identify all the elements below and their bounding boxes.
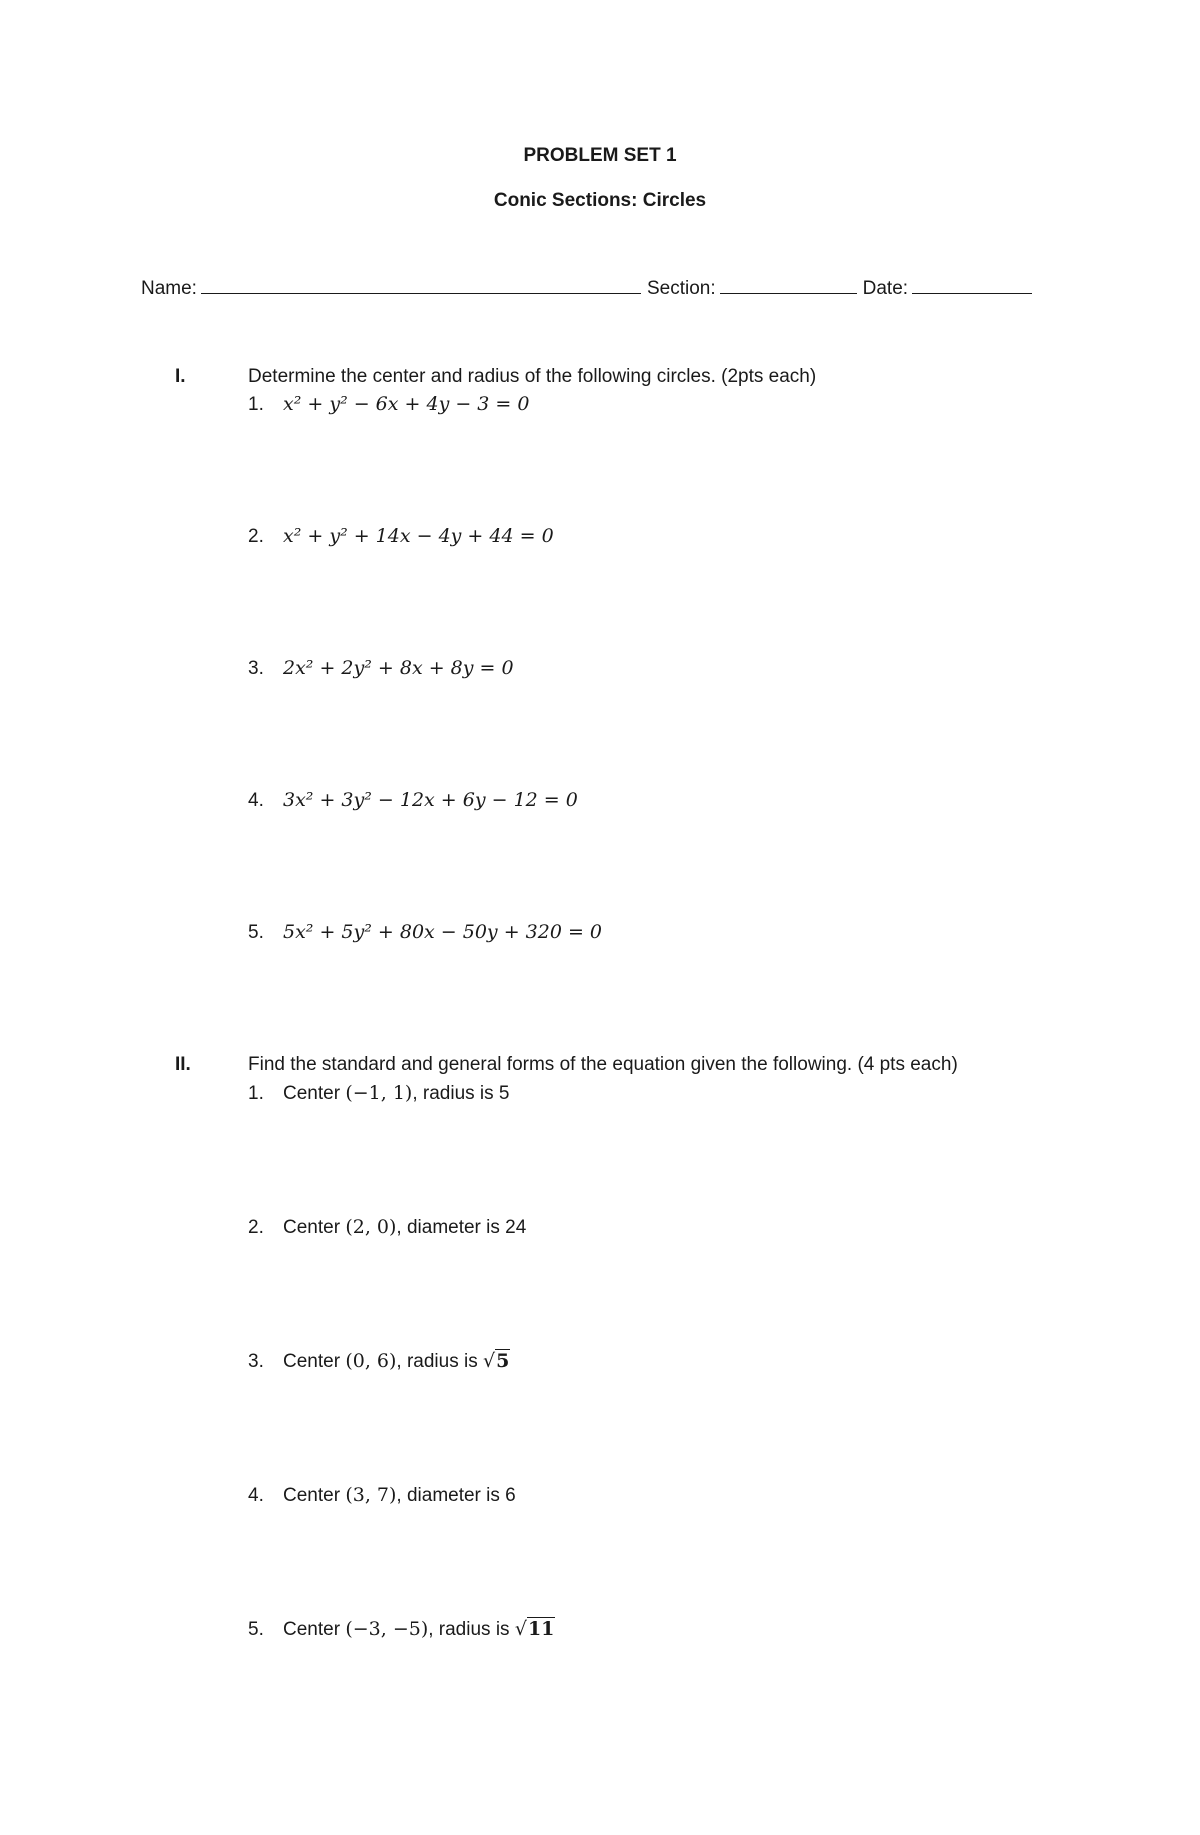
item-number: 4. [248, 1485, 264, 1506]
student-info-line [141, 275, 1038, 300]
item-suffix: , radius is [428, 1619, 515, 1640]
part1-instruction: Determine the center and radius of the following circles. (2pts each) [248, 366, 817, 387]
part1-item-3 [248, 657, 514, 680]
radicand: 11 [527, 1618, 555, 1640]
equation: 2x² + 2y² + 8x + 8y = 0 [283, 657, 514, 679]
radicand: 5 [496, 1350, 510, 1372]
center-point: (2, 0) [345, 1216, 397, 1238]
equation: x² + y² + 14x − 4y + 44 = 0 [283, 525, 554, 547]
equation: 5x² + 5y² + 80x − 50y + 320 = 0 [283, 921, 603, 943]
part2-item-2 [248, 1216, 526, 1239]
equation: 3x² + 3y² − 12x + 6y − 12 = 0 [283, 789, 578, 811]
item-number: 2. [248, 1217, 264, 1238]
center-point: (3, 7) [345, 1484, 397, 1506]
item-prefix: Center [283, 1351, 346, 1372]
square-root: √11 [514, 1618, 555, 1640]
name-blank[interactable] [201, 275, 641, 294]
item-number: 5. [248, 1619, 264, 1640]
item-number: 1. [248, 1083, 264, 1104]
item-suffix: , radius is [396, 1351, 483, 1372]
part1-item-1 [248, 393, 529, 416]
date-label: Date: [862, 278, 909, 299]
part1-item-4 [248, 789, 578, 812]
item-prefix: Center [283, 1619, 346, 1640]
date-blank[interactable] [912, 275, 1032, 294]
part1-item-5 [248, 921, 602, 944]
item-number: 3. [248, 658, 264, 679]
item-prefix: Center [283, 1485, 346, 1506]
section-label: Section: [646, 278, 716, 299]
item-number: 5. [248, 922, 264, 943]
part2-instruction: Find the standard and general forms of the equation given the following. (4 pts each) [248, 1054, 958, 1075]
item-suffix: , diameter is 6 [396, 1485, 516, 1506]
item-prefix: Center [283, 1083, 346, 1104]
square-root: √5 [483, 1350, 510, 1372]
center-point: (0, 6) [345, 1350, 397, 1372]
part2-item-1 [248, 1082, 509, 1105]
part2-item-5 [248, 1618, 555, 1641]
page-title: PROBLEM SET 1 [523, 145, 677, 166]
center-point: (−3, −5) [345, 1618, 429, 1640]
name-label: Name: [141, 278, 197, 299]
part1-numeral: I. [175, 366, 186, 387]
part2-numeral: II. [175, 1054, 191, 1075]
item-suffix: , diameter is 24 [396, 1217, 527, 1238]
part1-item-2 [248, 525, 554, 548]
item-prefix: Center [283, 1217, 346, 1238]
section-blank[interactable] [720, 275, 857, 294]
equation: x² + y² − 6x + 4y − 3 = 0 [283, 393, 530, 415]
item-number: 2. [248, 526, 264, 547]
item-number: 3. [248, 1351, 264, 1372]
item-number: 4. [248, 790, 264, 811]
center-point: (−1, 1) [345, 1082, 413, 1104]
page-subtitle: Conic Sections: Circles [493, 190, 707, 211]
part2-item-4 [248, 1484, 516, 1507]
item-suffix: , radius is 5 [412, 1083, 510, 1104]
part2-item-3 [248, 1350, 510, 1373]
item-number: 1. [248, 394, 264, 415]
